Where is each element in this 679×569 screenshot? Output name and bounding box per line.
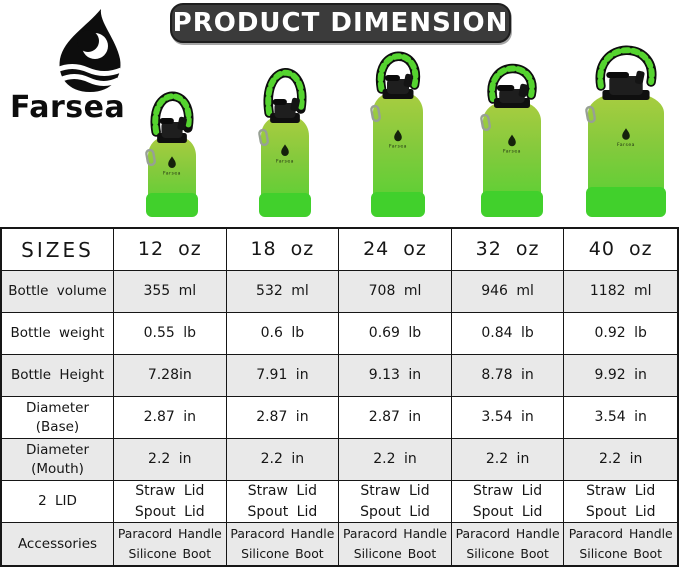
bottle-logo-text: Farsea [503, 149, 521, 155]
cell-r1-c3 [452, 313, 565, 355]
cell-r6-c3-line: Paracord Handle [455, 526, 560, 542]
row-label-2-line: Bottle Height [10, 367, 105, 384]
cell-r6-c0 [114, 523, 227, 565]
cell-r5-c4 [564, 481, 677, 523]
cell-r1-c0-line: 0.55 lb [143, 325, 196, 341]
bottle-logo-text: Farsea [276, 159, 294, 165]
cell-r0-c1-line: 532 ml [256, 283, 309, 299]
cell-r0-c0 [114, 271, 227, 313]
cell-r6-c1 [227, 523, 340, 565]
cell-r4-c1 [227, 439, 340, 481]
row-label-0 [2, 271, 114, 313]
bottle-illustration [130, 82, 214, 219]
size-header-18-oz: 18 oz [227, 229, 340, 271]
silicone-boot [371, 192, 425, 217]
cell-r6-c2-line: Silicone Boot [353, 546, 437, 561]
bottle-32-oz [465, 56, 559, 223]
row-label-0-line: Bottle volume [8, 283, 107, 300]
bottle-illustration [465, 56, 559, 219]
cell-r6-c1-line: Silicone Boot [241, 546, 324, 561]
cell-r4-c4 [564, 439, 677, 481]
row-label-2 [2, 355, 114, 397]
row-label-1-line: Bottle weight [10, 325, 105, 342]
row-label-4 [2, 439, 114, 481]
cell-r5-c0-line: Straw Lid [135, 482, 205, 499]
row-label-5-line: 2 LID [38, 493, 77, 510]
cell-r6-c4-line: Paracord Handle [568, 526, 673, 542]
bottle-illustration [243, 57, 327, 219]
cell-r6-c1-line: Paracord Handle [230, 526, 335, 542]
cell-r2-c0 [114, 355, 227, 397]
cell-r3-c3-line: 3.54 in [481, 409, 534, 425]
cell-r3-c2-line: 2.87 in [368, 409, 422, 425]
cell-r6-c4-line: Silicone Boot [579, 546, 662, 561]
cell-r2-c0-line: 7.28in [147, 367, 192, 383]
lid-top-bar [606, 72, 629, 78]
sizes-header-cell [2, 229, 114, 271]
cell-r2-c1-line: 7.91 in [256, 367, 309, 383]
page-title: PRODUCT DIMENSION [170, 3, 511, 43]
cell-r0-c4 [564, 271, 677, 313]
bottle-40-oz [570, 36, 679, 223]
row-label-4-line: (Mouth) [31, 460, 84, 477]
cell-r4-c0-line: 2.2 in [148, 451, 192, 467]
cell-r3-c1 [227, 397, 340, 439]
cell-r1-c4 [564, 313, 677, 355]
row-label-6-line: Accessories [17, 535, 98, 552]
silicone-boot [481, 191, 543, 217]
cell-r1-c1 [227, 313, 340, 355]
cell-r2-c2-line: 9.13 in [368, 367, 422, 383]
cell-r0-c2-line: 708 ml [368, 283, 422, 299]
cell-r5-c2-line: Straw Lid [360, 482, 430, 499]
cell-r4-c1-line: 2.2 in [260, 451, 305, 467]
row-label-3-line: (Base) [35, 418, 80, 435]
cell-r1-c2 [339, 313, 452, 355]
silicone-boot [259, 193, 311, 217]
cell-r5-c4-line: Straw Lid [586, 482, 656, 499]
cell-r1-c1-line: 0.6 lb [260, 325, 305, 341]
cell-r5-c3-line: Spout Lid [472, 503, 543, 520]
bottle-lineup [0, 0, 679, 227]
cell-r2-c3-line: 8.78 in [481, 367, 534, 383]
product-dimension-table [0, 227, 679, 567]
cell-r5-c3 [452, 481, 565, 523]
sizes-header-cell-line: SIZES [21, 237, 94, 262]
row-label-3-line: Diameter [25, 400, 90, 417]
lid-top-bar [385, 75, 400, 81]
cell-r4-c4-line: 2.2 in [598, 451, 643, 467]
row-label-6 [2, 523, 114, 565]
cell-r6-c4 [564, 523, 677, 565]
silicone-boot [586, 187, 666, 217]
cell-r0-c3-line: 946 ml [481, 283, 534, 299]
cell-r1-c0 [114, 313, 227, 355]
cell-r2-c2 [339, 355, 452, 397]
cell-r2-c4-line: 9.92 in [594, 367, 647, 383]
cell-r1-c2-line: 0.69 lb [368, 325, 422, 341]
size-header-24-oz: 24 oz [339, 229, 452, 271]
cell-r3-c2 [339, 397, 452, 439]
cell-r3-c3 [452, 397, 565, 439]
cell-r2-c1 [227, 355, 340, 397]
bottle-24-oz [355, 43, 441, 223]
cell-r5-c2 [339, 481, 452, 523]
cell-r6-c3-line: Silicone Boot [466, 546, 549, 561]
cell-r6-c2 [339, 523, 452, 565]
cell-r0-c4-line: 1182 ml [589, 283, 652, 299]
cell-r4-c3 [452, 439, 565, 481]
cell-r6-c0-line: Paracord Handle [117, 526, 222, 542]
cell-r5-c4-line: Spout Lid [585, 503, 656, 520]
cell-r1-c4-line: 0.92 lb [594, 325, 647, 341]
cell-r3-c4-line: 3.54 in [594, 409, 647, 425]
size-header-32-oz: 32 oz [452, 229, 565, 271]
cell-r5-c1-line: Spout Lid [247, 503, 318, 520]
cell-r5-c3-line: Straw Lid [473, 482, 543, 499]
row-label-3 [2, 397, 114, 439]
bottle-illustration [570, 36, 679, 219]
cell-r4-c3-line: 2.2 in [485, 451, 530, 467]
cell-r0-c0-line: 355 ml [143, 283, 197, 299]
silicone-boot [146, 193, 198, 217]
bottle-illustration [355, 43, 441, 219]
lid-top-bar [497, 85, 514, 91]
brand-name: Farsea [10, 90, 126, 125]
cell-r1-c3-line: 0.84 lb [481, 325, 534, 341]
cell-r0-c3 [452, 271, 565, 313]
cell-r6-c3 [452, 523, 565, 565]
cell-r4-c2 [339, 439, 452, 481]
cell-r5-c1 [227, 481, 340, 523]
bottle-logo-text: Farsea [163, 171, 181, 177]
cell-r3-c0-line: 2.87 in [143, 409, 196, 425]
cell-r6-c2-line: Paracord Handle [343, 526, 447, 542]
cell-r0-c1 [227, 271, 340, 313]
bottle-logo-text: Farsea [617, 143, 635, 149]
size-header-12-oz: 12 oz [114, 229, 227, 271]
cell-r4-c0 [114, 439, 227, 481]
cell-r5-c0-line: Spout Lid [134, 503, 205, 520]
cell-r5-c0 [114, 481, 227, 523]
bottle-18-oz [243, 57, 327, 223]
cell-r0-c2 [339, 271, 452, 313]
bottle-12-oz [130, 82, 214, 223]
size-header-40-oz: 40 oz [564, 229, 677, 271]
cell-r2-c4 [564, 355, 677, 397]
lid-top-bar [273, 99, 287, 105]
cell-r6-c0-line: Silicone Boot [128, 546, 212, 561]
cell-r3-c0 [114, 397, 227, 439]
cell-r3-c1-line: 2.87 in [256, 409, 309, 425]
row-label-1 [2, 313, 114, 355]
row-label-5 [2, 481, 114, 523]
row-label-4-line: Diameter [25, 442, 90, 459]
straw-spout [635, 70, 646, 84]
lid-top-bar [160, 118, 174, 124]
cell-r3-c4 [564, 397, 677, 439]
bottle-logo-text: Farsea [389, 144, 407, 150]
cell-r5-c2-line: Spout Lid [360, 503, 430, 520]
cell-r2-c3 [452, 355, 565, 397]
cell-r5-c1-line: Straw Lid [247, 482, 317, 499]
cell-r4-c2-line: 2.2 in [373, 451, 417, 467]
